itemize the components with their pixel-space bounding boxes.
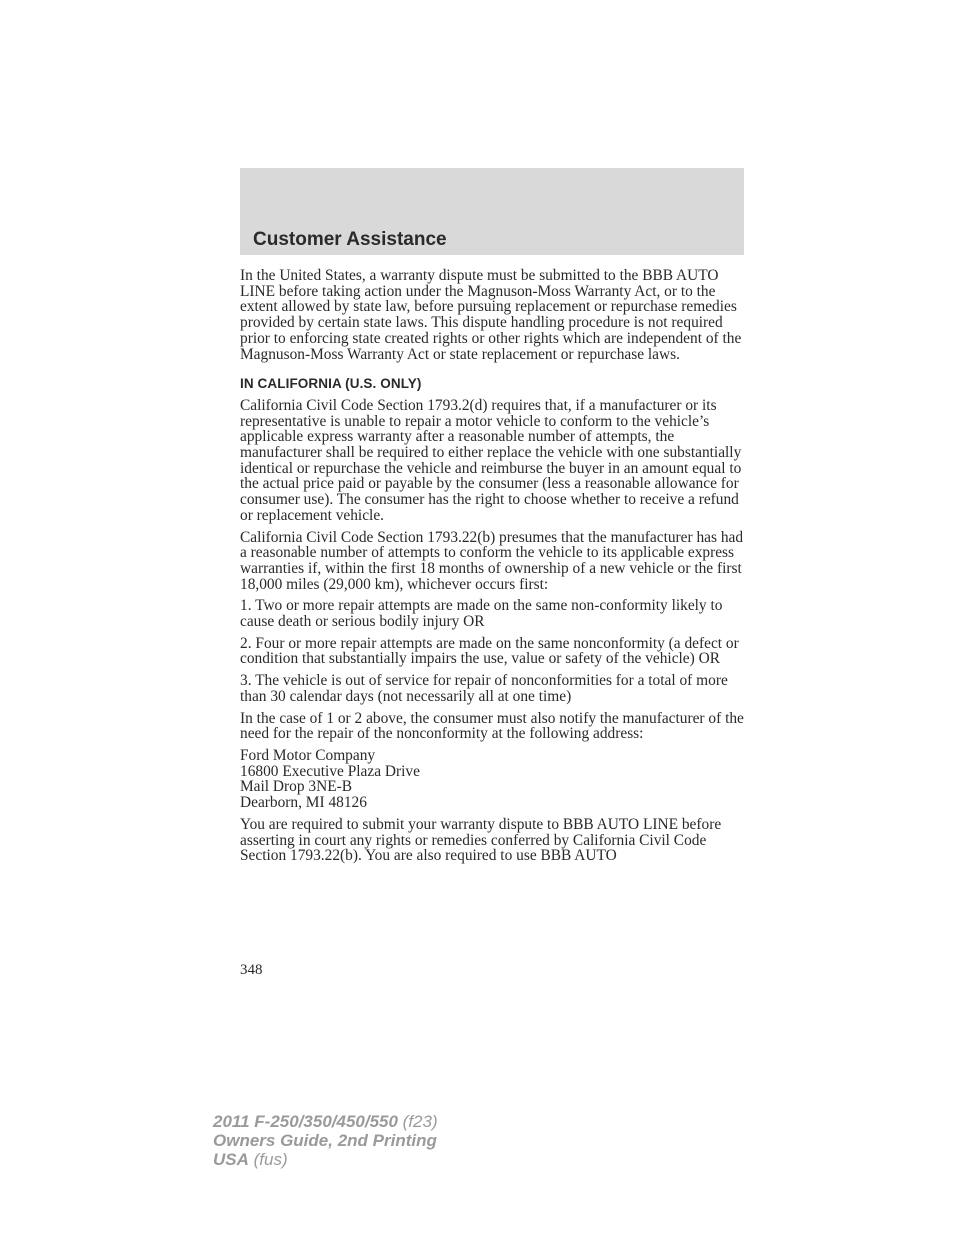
footer-line-1 — [213, 1112, 438, 1131]
footer-guide-edition: Owners Guide, 2nd Printing — [213, 1131, 437, 1150]
footer-line-2 — [213, 1131, 438, 1150]
footer-market: USA — [213, 1150, 249, 1169]
paragraph-civil-code-1793-2d: California Civil Code Section 1793.2(d) requires that, if a manufacturer or its representative is unable to repair a motor vehicle to conform to the vehicle’s applicable express warranty after a reasonable number of attempts, the manufacturer shall be required to either replace the vehicle with one substantially identical or repurchase the vehicle and reimburse the buyer in an amount equal to the actual price paid or payable by the consumer (less a reasonable allowance for consumer use). The consumer has the right to choose whether to receive a refund or replacement vehicle. — [240, 396, 742, 524]
section-header-band — [240, 168, 744, 255]
address-line: Mail Drop 3NE-B — [240, 778, 352, 796]
paragraph-civil-code-1793-22b: California Civil Code Section 1793.22(b) presumes that the manufacturer has had a reasonable number of attempts to conform the vehicle to its applicable express warranties if, within the first 18 months of ownership of a new vehicle or the first 18,000 miles (29,000 km), whichever occurs first: — [240, 528, 744, 593]
address-line: Ford Motor Company — [240, 746, 376, 764]
intro-paragraph: In the United States, a warranty dispute must be submitted to the BBB AUTO LINE before taking action under the Magnuson-Moss Warranty Act, or to the extent allowed by state law, before pursuing replacement or repurchase remedies provided by certain state laws. This dispute handling procedure is not required prior to enforcing state created rights or other rights which are independent of the Magnuson-Moss Warranty Act or state replacement or repurchase laws. — [240, 267, 742, 363]
document-footer — [213, 1112, 438, 1169]
footer-market-code: (fus) — [248, 1150, 288, 1169]
page-content — [240, 268, 746, 870]
mailing-address — [240, 748, 746, 811]
list-item-1: 1. Two or more repair attempts are made on the same non-conformity likely to cause death or serious bodily injury OR — [240, 597, 723, 631]
closing-paragraph: You are required to submit your warranty dispute to BBB AUTO LINE before asserting in court any rights or remedies conferred by California Civil Code Section 1793.22(b). You are also required to use BBB AUTO — [240, 815, 722, 865]
address-line: 16800 Executive Plaza Drive — [240, 762, 420, 780]
section-title: Customer Assistance — [253, 229, 447, 250]
footer-model-code: (f23) — [397, 1112, 438, 1131]
notify-paragraph: In the case of 1 or 2 above, the consumer must also notify the manufacturer of the need for the repair of the nonconformity at the following address: — [240, 709, 744, 743]
list-item-2: 2. Four or more repair attempts are made on the same nonconformity (a defect or condition that substantially impairs the use, value or safety of the vehicle) OR — [240, 634, 739, 668]
address-line: Dearborn, MI 48126 — [240, 794, 367, 812]
footer-model: 2011 F-250/350/450/550 — [213, 1112, 398, 1131]
footer-line-3 — [213, 1150, 438, 1169]
page-number: 348 — [240, 962, 263, 978]
section-heading: IN CALIFORNIA (U.S. ONLY) — [240, 376, 422, 392]
list-item-3: 3. The vehicle is out of service for repair of nonconformities for a total of more than 30 calendar days (not necessarily all at one time) — [240, 672, 728, 705]
